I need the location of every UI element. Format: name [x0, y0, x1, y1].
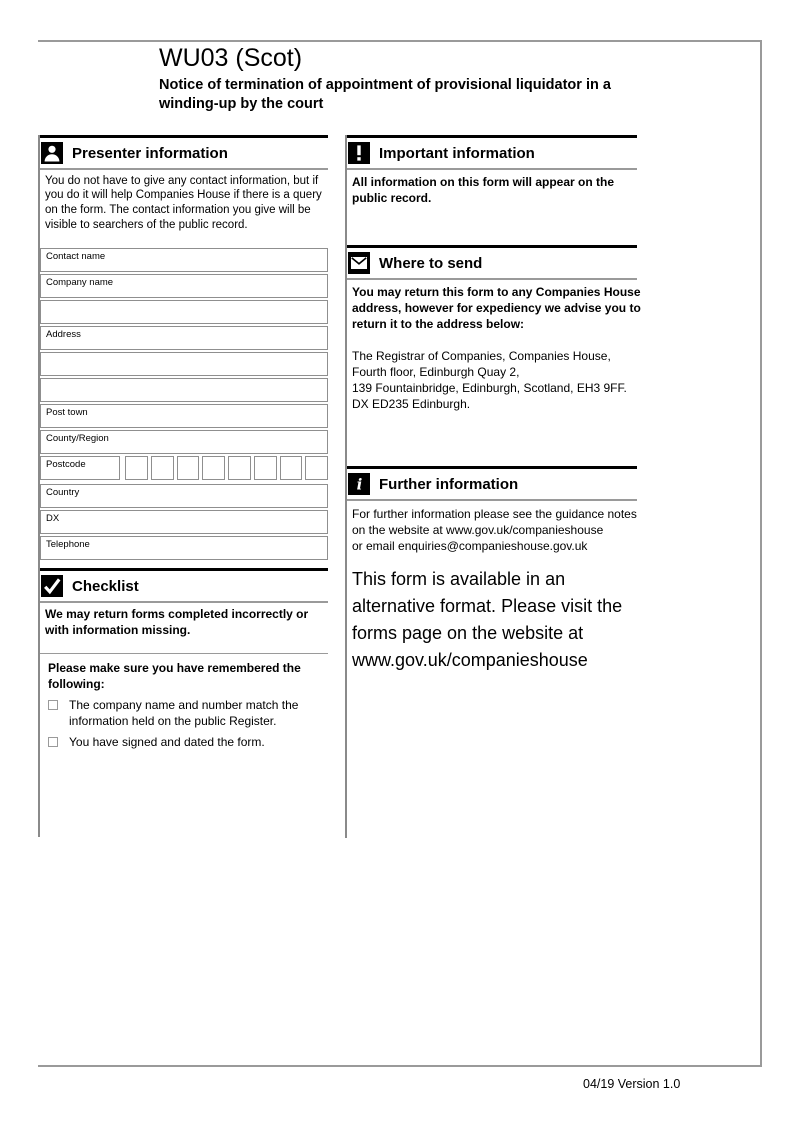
bottom-rule — [38, 1065, 762, 1067]
checkmark-icon — [41, 575, 63, 597]
postcode-cells — [125, 456, 328, 482]
checklist-reminder — [40, 660, 328, 751]
where-to-send-header — [347, 248, 637, 278]
text-line: For further information please see the guidance notes — [352, 506, 637, 521]
field-label: Contact name — [46, 251, 106, 262]
presenter-heading: Presenter information — [72, 144, 228, 162]
text-line: on the website at www.gov.uk/companieshouse — [352, 522, 604, 537]
dx-field[interactable] — [40, 510, 328, 534]
important-body — [352, 174, 637, 206]
section-where-to-send — [347, 245, 641, 412]
postcode-cell-5[interactable] — [228, 456, 251, 480]
address-line: Fourth floor, Edinburgh Quay 2, — [352, 364, 520, 379]
text-line: or email enquiries@companieshouse.gov.uk — [352, 538, 588, 553]
text-line: All information on this form will appear on the — [352, 174, 615, 189]
address-line: The Registrar of Companies, Companies House, — [352, 348, 611, 363]
section-important-information — [347, 135, 637, 206]
checklist-item-text: You have signed and dated the form. — [69, 735, 265, 749]
info-icon — [348, 473, 370, 495]
text-line: forms page on the website at — [352, 622, 584, 643]
section-sub-rule — [347, 278, 637, 280]
where-to-send-heading: Where to send — [379, 254, 483, 272]
svg-text:i: i — [356, 475, 363, 494]
field-label: Post town — [46, 407, 88, 418]
field-label: Telephone — [46, 539, 90, 550]
postcode-cell-6[interactable] — [254, 456, 277, 480]
checklist-item — [48, 698, 320, 729]
section-sub-rule — [40, 168, 328, 170]
field-label: County/Region — [46, 433, 109, 444]
postcode-cell-3[interactable] — [177, 456, 200, 480]
contact-name-field[interactable] — [40, 248, 328, 272]
form-code-title: WU03 (Scot) — [159, 44, 303, 72]
address-line: 139 Fountainbridge, Edinburgh, Scotland, EH3 9FF. — [352, 380, 627, 395]
address-line: DX ED235 Edinburgh. — [352, 396, 471, 411]
left-column — [38, 135, 328, 837]
address-field-2[interactable] — [40, 352, 328, 376]
section-sub-rule — [347, 499, 637, 501]
checklist-item-text: The company name and number match the information held on the public Register. — [69, 698, 299, 728]
postcode-cell-1[interactable] — [125, 456, 148, 480]
field-label: Postcode — [46, 459, 86, 470]
important-header — [347, 138, 637, 168]
postcode-cell-2[interactable] — [151, 456, 174, 480]
address-field-3[interactable] — [40, 378, 328, 402]
further-information-heading: Further information — [379, 475, 519, 493]
checkbox[interactable] — [48, 700, 58, 710]
postcode-cell-8[interactable] — [305, 456, 328, 480]
page-right-border — [760, 40, 762, 1067]
checklist-item — [48, 735, 320, 751]
postcode-field[interactable] — [40, 456, 120, 480]
text-line: address, however for expediency we advise you to — [352, 300, 641, 315]
presenter-header — [40, 138, 328, 168]
reminder-heading: Please make sure you have remembered the following: — [48, 661, 301, 691]
presenter-fields — [40, 248, 328, 562]
text-line: This form is available in an — [352, 568, 566, 589]
text-line: alternative format. Please visit the — [352, 595, 623, 616]
alternative-format-note — [352, 566, 637, 674]
text-line: You may return this form to any Companies House — [352, 284, 641, 299]
company-name-field-2[interactable] — [40, 300, 328, 324]
section-sub-rule — [40, 601, 328, 603]
postcode-cell-7[interactable] — [280, 456, 303, 480]
section-sub-rule — [347, 168, 637, 170]
presenter-intro: You do not have to give any contact information, but if you do it will help Companies House if there is a query on the form. The contact information you give will be visible to searchers of the public record. — [45, 174, 322, 231]
checkbox[interactable] — [48, 737, 58, 747]
company-name-field[interactable] — [40, 274, 328, 298]
county-region-field[interactable] — [40, 430, 328, 454]
text-line: www.gov.uk/companieshouse — [352, 649, 588, 670]
text-line: return it to the address below: — [352, 316, 525, 331]
section-further-information — [347, 466, 637, 674]
checklist-header — [40, 571, 328, 601]
text-line: public record. — [352, 190, 432, 205]
further-information-body — [352, 506, 637, 554]
postcode-cell-4[interactable] — [202, 456, 225, 480]
return-address — [352, 348, 637, 412]
field-label: Company name — [46, 277, 114, 288]
address-field[interactable] — [40, 326, 328, 350]
person-icon — [41, 142, 63, 164]
field-label: DX — [46, 513, 60, 524]
exclamation-icon — [348, 142, 370, 164]
checklist-warning: We may return forms completed incorrectly or with information missing. — [45, 606, 309, 637]
country-field[interactable] — [40, 484, 328, 508]
postcode-row — [40, 456, 328, 482]
telephone-field[interactable] — [40, 536, 328, 560]
section-presenter-information — [40, 135, 328, 233]
checklist-heading: Checklist — [72, 577, 139, 595]
field-label: Country — [46, 487, 80, 498]
envelope-icon — [348, 252, 370, 274]
section-checklist — [40, 568, 328, 751]
field-label: Address — [46, 329, 81, 340]
where-to-send-intro — [352, 284, 641, 332]
form-subtitle: Notice of termination of appointment of provisional liquidator in a winding-up by the court — [159, 77, 611, 112]
important-heading: Important information — [379, 144, 535, 162]
checklist-divider — [40, 653, 328, 655]
right-column — [345, 135, 641, 838]
top-rule — [38, 40, 762, 42]
version-note: 04/19 Version 1.0 — [583, 1077, 681, 1091]
post-town-field[interactable] — [40, 404, 328, 428]
further-information-header — [347, 469, 637, 499]
